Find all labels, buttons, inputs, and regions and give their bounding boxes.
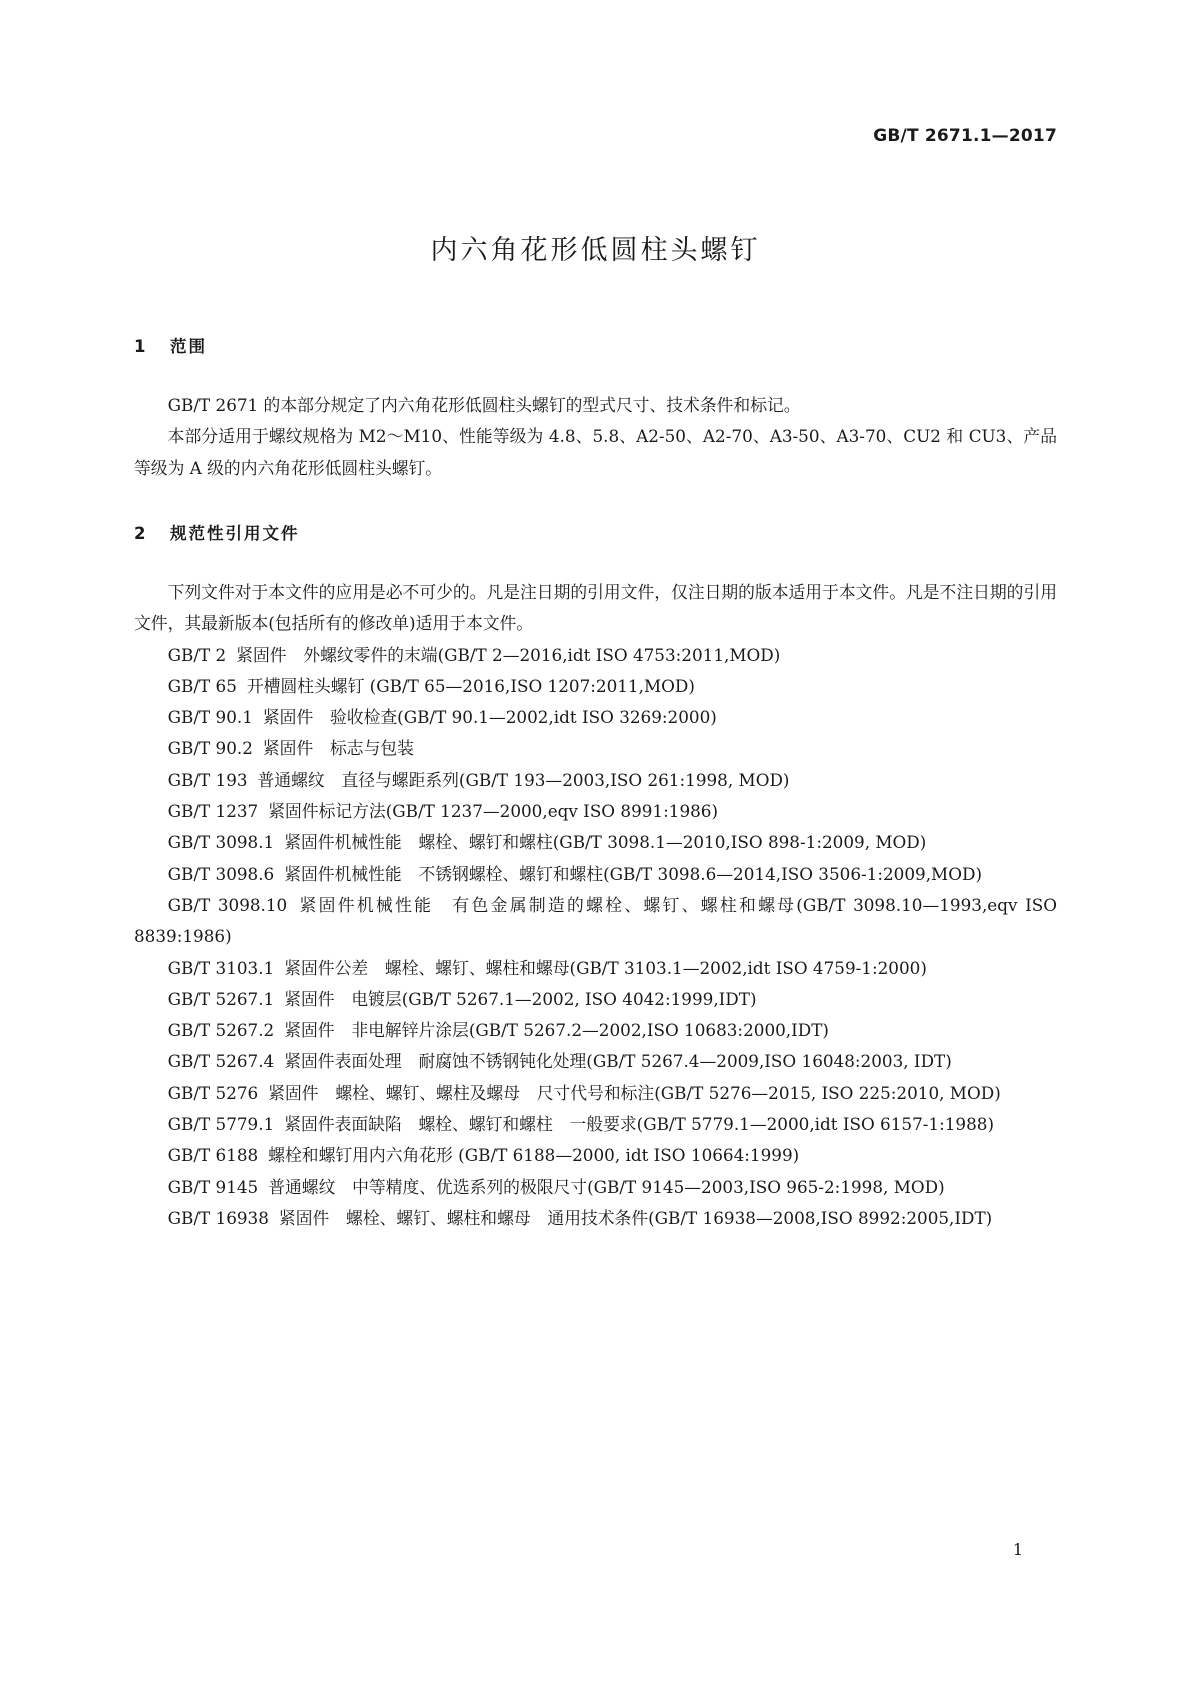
- section-1-number: 1: [134, 337, 146, 356]
- reference-item: [134, 827, 1057, 858]
- reference-code: GB/T 3098.10: [167, 894, 288, 915]
- reference-text: 紧固件标记方法(GB/T 1237—2000,eqv ISO 8991:1986): [268, 801, 719, 822]
- reference-text: 紧固件 螺栓、螺钉、螺柱及螺母 尺寸代号和标注(GB/T 5276—2015, ISO 225:2010, MOD): [268, 1082, 1001, 1103]
- section-2-number: 2: [134, 524, 146, 543]
- reference-item: [134, 1046, 1057, 1077]
- reference-text: 紧固件机械性能 有色金属制造的螺栓、螺钉、螺柱和螺母(GB/T 3098.10—1993,eqv ISO 8839:1986): [134, 894, 1057, 947]
- references-intro: 下列文件对于本文件的应用是必不可少的。凡是注日期的引用文件，仅注日期的版本适用于本文件。凡是不注日期的引用文件，其最新版本(包括所有的修改单)适用于本文件。: [134, 582, 1058, 634]
- reference-code: GB/T 5267.1: [167, 988, 275, 1009]
- reference-item: [134, 1109, 1057, 1140]
- reference-item: [134, 640, 1057, 671]
- reference-item: [134, 984, 1057, 1015]
- reference-item: [134, 671, 1057, 702]
- reference-code: GB/T 65: [167, 675, 237, 696]
- reference-item: [134, 1172, 1057, 1203]
- reference-code: GB/T 6188: [167, 1145, 259, 1166]
- reference-item: [134, 1203, 1057, 1234]
- reference-code: GB/T 3098.1: [167, 832, 275, 853]
- reference-code: GB/T 5276: [167, 1082, 259, 1103]
- reference-text: 紧固件表面缺陷 螺栓、螺钉和螺柱 一般要求(GB/T 5779.1—2000,idt ISO 6157-1:1988): [284, 1114, 995, 1135]
- reference-item: [134, 859, 1057, 890]
- reference-item: [134, 1140, 1057, 1171]
- reference-code: GB/T 3098.6: [167, 863, 275, 884]
- section-2-body: [134, 577, 1057, 1234]
- reference-text: 紧固件机械性能 不锈钢螺栓、螺钉和螺柱(GB/T 3098.6—2014,ISO 3506-1:2009,MOD): [284, 863, 982, 884]
- reference-item: [134, 733, 1057, 764]
- section-1-heading: [134, 333, 207, 357]
- reference-text: 普通螺纹 中等精度、优选系列的极限尺寸(GB/T 9145—2003,ISO 965-2:1998, MOD): [268, 1176, 945, 1197]
- reference-code: GB/T 16938: [167, 1207, 269, 1228]
- reference-code: GB/T 1237: [167, 801, 259, 822]
- reference-code: GB/T 9145: [167, 1176, 259, 1197]
- reference-text: 螺栓和螺钉用内六角花形 (GB/T 6188—2000, idt ISO 10664:1999): [268, 1145, 800, 1166]
- reference-text: 紧固件 验收检查(GB/T 90.1—2002,idt ISO 3269:2000): [262, 707, 717, 728]
- scope-paragraph: 本部分适用于螺纹规格为 M2～M10、性能等级为 4.8、5.8、A2-50、A2-70、A3-50、A3-70、CU2 和 CU3、产品等级为 A 级的内六角花形低圆柱头螺钉。: [134, 426, 1057, 478]
- reference-code: GB/T 3103.1: [167, 957, 275, 978]
- reference-text: 紧固件 螺栓、螺钉、螺柱和螺母 通用技术条件(GB/T 16938—2008,ISO 8992:2005,IDT): [278, 1207, 993, 1228]
- reference-text: 紧固件 非电解锌片涂层(GB/T 5267.2—2002,ISO 10683:2000,IDT): [284, 1020, 829, 1041]
- section-1-title: 范围: [170, 337, 207, 356]
- reference-code: GB/T 90.2: [167, 738, 253, 759]
- section-1-body: [134, 390, 1057, 484]
- reference-item: [134, 1078, 1057, 1109]
- section-2-title: 规范性引用文件: [170, 524, 300, 543]
- reference-code: GB/T 5779.1: [167, 1114, 275, 1135]
- reference-code: GB/T 90.1: [167, 707, 253, 728]
- reference-item: [134, 796, 1057, 827]
- reference-code: GB/T 5267.2: [167, 1020, 275, 1041]
- reference-text: 普通螺纹 直径与螺距系列(GB/T 193—2003,ISO 261:1998, MOD): [257, 769, 790, 790]
- reference-text: 开槽圆柱头螺钉 (GB/T 65—2016,ISO 1207:2011,MOD): [246, 675, 695, 696]
- reference-code: GB/T 2: [167, 644, 227, 665]
- standard-code: GB/T 2671.1—2017: [873, 126, 1057, 146]
- reference-item: [134, 702, 1057, 733]
- scope-paragraph: GB/T 2671 的本部分规定了内六角花形低圆柱头螺钉的型式尺寸、技术条件和标记。: [167, 395, 801, 415]
- reference-text: 紧固件表面处理 耐腐蚀不锈钢钝化处理(GB/T 5267.4—2009,ISO 16048:2003, IDT): [284, 1051, 952, 1072]
- reference-text: 紧固件 外螺纹零件的末端(GB/T 2—2016,idt ISO 4753:2011,MOD): [236, 644, 781, 665]
- reference-text: 紧固件机械性能 螺栓、螺钉和螺柱(GB/T 3098.1—2010,ISO 898-1:2009, MOD): [284, 832, 927, 853]
- reference-text: 紧固件公差 螺栓、螺钉、螺柱和螺母(GB/T 3103.1—2002,idt ISO 4759-1:2000): [284, 957, 927, 978]
- reference-item: [134, 953, 1057, 984]
- reference-text: 紧固件 标志与包装: [262, 738, 414, 759]
- reference-item: [134, 1015, 1057, 1046]
- section-2-heading: [134, 520, 300, 544]
- document-title: 内六角花形低圆柱头螺钉: [430, 235, 761, 266]
- reference-item: [134, 765, 1057, 796]
- reference-code: GB/T 193: [167, 769, 248, 790]
- reference-text: 紧固件 电镀层(GB/T 5267.1—2002, ISO 4042:1999,IDT): [284, 988, 757, 1009]
- reference-item: [134, 890, 1057, 953]
- reference-code: GB/T 5267.4: [167, 1051, 275, 1072]
- page-number: 1: [1012, 1540, 1023, 1559]
